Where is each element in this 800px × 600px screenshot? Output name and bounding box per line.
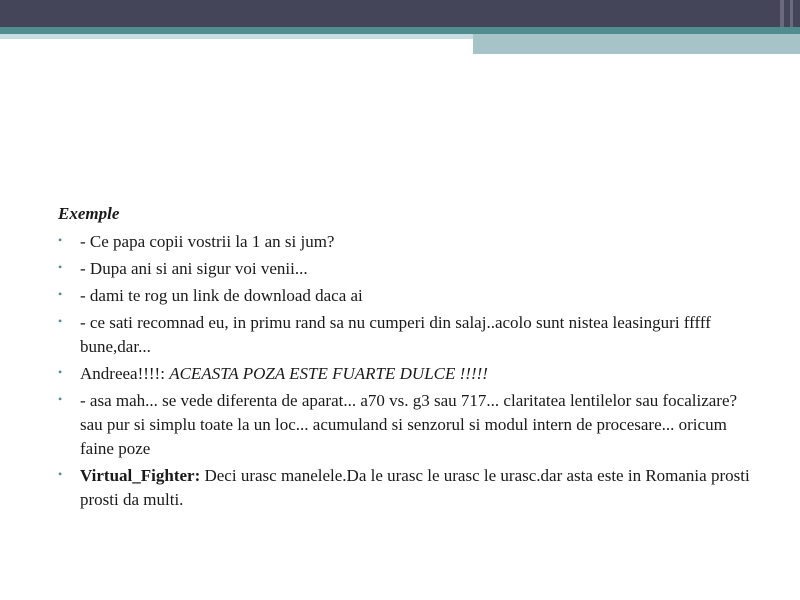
bullet-icon: •	[58, 314, 63, 328]
slide-heading: Exemple	[58, 204, 120, 223]
speaker-name: Andreea!!!!:	[80, 364, 165, 383]
bullet-icon: •	[58, 233, 63, 247]
list-item-text: - Ce papa copii vostrii la 1 an si jum?	[80, 232, 335, 251]
list-item-text: - Dupa ani si ani sigur voi venii...	[80, 259, 308, 278]
light-band	[0, 34, 473, 39]
list-item	[58, 311, 758, 359]
list-item	[58, 284, 758, 308]
list-item-text: - dami te rog un link de download daca ai	[80, 286, 363, 305]
teal-band	[0, 27, 800, 34]
bullet-icon: •	[58, 365, 63, 379]
bullet-icon: •	[58, 287, 63, 301]
list-item	[58, 362, 758, 386]
list-item	[58, 464, 758, 512]
list-item	[58, 389, 758, 461]
list-item-text: - asa mah... se vede diferenta de aparat... a70 vs. g3 sau 717... claritatea lentilelor sau focalizare? sau pur si simplu toate la un loc... acumuland si senzorul si modul intern de procesare... oricum faine poze	[80, 391, 738, 458]
list-item-text: Deci urasc manelele.Da le urasc le urasc le urasc.dar asta este in Romania prosti prosti da multi.	[80, 466, 750, 509]
bullet-list	[58, 230, 758, 512]
list-item	[58, 230, 758, 254]
bullet-icon: •	[58, 260, 63, 274]
bullet-icon: •	[58, 392, 63, 406]
bullet-icon: •	[58, 467, 63, 481]
header-accent-stripe	[780, 0, 784, 27]
list-item-text: - ce sati recomnad eu, in primu rand sa nu cumperi din salaj..acolo sunt nistea leasinguri fffff bune,dar...	[80, 313, 711, 356]
header-accent-stripe	[790, 0, 793, 27]
slide-content	[58, 203, 758, 515]
list-item-text: ACEASTA POZA ESTE FUARTE DULCE !!!!!	[169, 364, 488, 383]
speaker-name: Virtual_Fighter:	[80, 466, 201, 485]
list-item	[58, 257, 758, 281]
header-bar	[0, 0, 800, 27]
light-accent-block	[473, 34, 800, 54]
